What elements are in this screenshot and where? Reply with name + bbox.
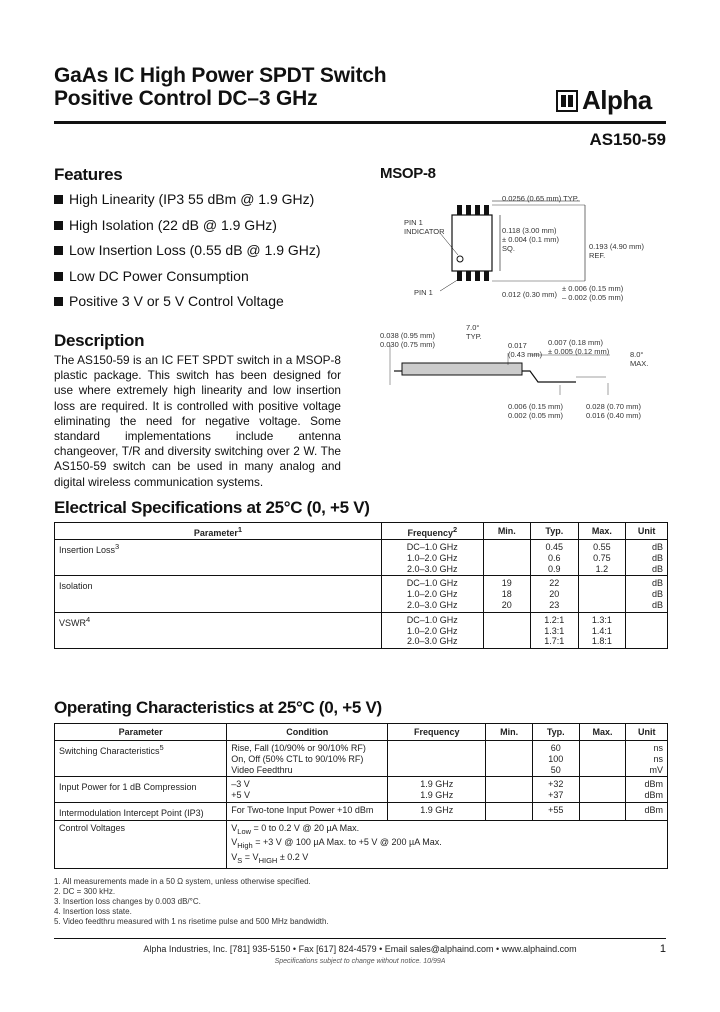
cell-max	[578, 576, 626, 612]
feature-text: Low Insertion Loss (0.55 dB @ 1.9 GHz)	[69, 242, 321, 258]
cell-typ: +55	[532, 802, 579, 820]
cell-param: VSWR$^4$	[55, 612, 382, 648]
feature-text: High Linearity (IP3 55 dBm @ 1.9 GHz)	[69, 191, 315, 207]
square-bullet-icon	[54, 272, 63, 281]
cell-typ: +32 +37	[532, 777, 579, 803]
cell-unit: dBm dBm	[626, 777, 668, 803]
footnote: 5. Video feedthru measured with 1 ns risetime pulse and 500 MHz bandwidth.	[54, 917, 329, 926]
description-text: The AS150-59 is an IC FET SPDT switch in a MSOP-8 plastic package. This switch has been designed for use where extremely high linearity and low insertion loss are required. It is controlled with positive voltage eliminating the need for negative voltage. Some standard implementations include antenna changeover, T/R and diversity switching over 2 W. The AS150-59 switch can be used in many analog and digital wireless communication systems.	[54, 353, 341, 489]
cell-typ: 0.45 0.6 0.9	[530, 540, 578, 576]
col-max: Max.	[578, 523, 626, 540]
table-row	[55, 540, 668, 576]
cell-param: Input Power for 1 dB Compression	[55, 777, 227, 803]
feature-item	[54, 213, 321, 239]
col-typ: Typ.	[530, 523, 578, 540]
cell-max	[579, 802, 626, 820]
title-line-2: Positive Control DC–3 GHz	[54, 87, 318, 110]
feature-item	[54, 238, 321, 264]
cell-max	[579, 777, 626, 803]
cell-min	[483, 540, 530, 576]
square-bullet-icon	[54, 195, 63, 204]
col-unit: Unit	[626, 523, 668, 540]
table-row	[55, 576, 668, 612]
footer-disclaimer: Specifications subject to change without notice. 10/99A	[274, 958, 446, 965]
label-standoff: 0.006 (0.15 mm) 0.002 (0.05 mm)	[508, 402, 564, 420]
label-height: 0.038 (0.95 mm) 0.030 (0.75 mm)	[380, 331, 436, 349]
cell-frequency: 1.9 GHz	[388, 802, 486, 820]
table-row-control-voltages	[55, 820, 668, 868]
cell-typ: 60 100 50	[532, 741, 579, 777]
cell-param: Insertion Loss$^3$	[55, 540, 382, 576]
table-row	[55, 612, 668, 648]
electrical-spec-table	[54, 522, 668, 649]
footnotes	[54, 877, 329, 927]
label-lead-length: 0.017 (0.43 mm)	[508, 341, 543, 359]
cell-unit: dBm	[626, 802, 668, 820]
cell-frequency	[388, 741, 486, 777]
feature-item	[54, 264, 321, 290]
col-parameter: Parameter$^1$	[55, 523, 382, 540]
feature-item	[54, 187, 321, 213]
footnote: 3. Insertion loss changes by 0.003 dB/°C.	[54, 897, 201, 906]
cell-frequency: DC–1.0 GHz 1.0–2.0 GHz 2.0–3.0 GHz	[381, 612, 483, 648]
operating-heading: Operating Characteristics at 25°C (0, +5 V)	[54, 698, 382, 717]
col-condition: Condition	[227, 724, 388, 741]
table-row	[55, 802, 668, 820]
operating-table	[54, 723, 668, 869]
cell-min: 19 18 20	[483, 576, 530, 612]
cell-frequency: DC–1.0 GHz 1.0–2.0 GHz 2.0–3.0 GHz	[381, 576, 483, 612]
cell-frequency: 1.9 GHz 1.9 GHz	[388, 777, 486, 803]
feature-text: High Isolation (22 dB @ 1.9 GHz)	[69, 216, 277, 233]
col-frequency: Frequency	[388, 724, 486, 741]
cell-param: Intermodulation Intercept Point (IP3)	[55, 802, 227, 820]
cell-unit: dB dB dB	[626, 576, 668, 612]
cell-condition: For Two-tone Input Power +10 dBm	[227, 802, 388, 820]
electrical-heading: Electrical Specifications at 25°C (0, +5 V)	[54, 498, 370, 517]
label-pin1-indicator: PIN 1 INDICATOR	[404, 218, 445, 236]
col-min: Min.	[483, 523, 530, 540]
alpha-logo-icon	[556, 90, 578, 112]
col-unit: Unit	[626, 724, 668, 741]
package-leads-bottom	[457, 271, 489, 281]
col-typ: Typ.	[532, 724, 579, 741]
feature-text: Low DC Power Consumption	[69, 267, 249, 284]
pin1-dot-icon	[457, 256, 463, 262]
cell-param: Isolation	[55, 576, 382, 612]
cell-param: Control Voltages	[55, 820, 227, 868]
cell-min	[486, 741, 533, 777]
part-number: AS150-59	[589, 130, 666, 149]
page-number: 1	[659, 943, 666, 955]
cell-min	[486, 777, 533, 803]
title-line-1: GaAs IC High Power SPDT Switch	[54, 64, 387, 87]
company-logo	[556, 85, 652, 116]
package-outline-drawing	[380, 185, 670, 425]
label-lead-width: 0.012 (0.30 mm)	[502, 290, 558, 299]
footnote: 1. All measurements made in a 50 Ω system, unless otherwise specified.	[54, 877, 311, 886]
table-header-row	[55, 523, 668, 540]
package-heading: MSOP-8	[380, 165, 436, 182]
cell-typ: 22 20 23	[530, 576, 578, 612]
square-bullet-icon	[54, 297, 63, 306]
footnote: 4. Insertion loss state.	[54, 907, 132, 916]
cell-condition: Rise, Fall (10/90% or 90/10% RF) On, Off (50% CTL to 90/10% RF) Video Feedthru	[227, 741, 388, 777]
cell-max: 1.3:1 1.4:1 1.8:1	[578, 612, 626, 648]
features-list	[54, 187, 321, 315]
footer-rule	[54, 938, 666, 939]
cell-param: Switching Characteristics$^5$	[55, 741, 227, 777]
logo-text: Alpha	[582, 85, 652, 115]
label-overall: 0.193 (4.90 mm) REF.	[589, 242, 645, 260]
footnote: 2. DC = 300 kHz.	[54, 887, 116, 896]
header-rule	[54, 121, 666, 124]
package-body-top-view	[452, 215, 492, 271]
label-angle-7: 7.0° TYP.	[466, 323, 482, 341]
package-leads-top	[457, 205, 489, 215]
cell-unit: dB dB dB	[626, 540, 668, 576]
cell-max: 0.55 0.75 1.2	[578, 540, 626, 576]
cell-typ: 1.2:1 1.3:1 1.7:1	[530, 612, 578, 648]
features-heading: Features	[54, 165, 123, 184]
label-angle-8: 8.0° MAX.	[630, 350, 649, 368]
feature-item	[54, 289, 321, 315]
cell-control-voltage: $V_{Low} = 0$ to 0.2 V @ 20 µA Max. $V_{High} = +3$ V @ 100 µA Max. to +5 V @ 200 µA Max. $V_S = V_{HIGH} \pm 0.2$ V	[227, 820, 668, 868]
cell-min	[486, 802, 533, 820]
cell-min	[483, 612, 530, 648]
feature-text: Positive 3 V or 5 V Control Voltage	[69, 293, 284, 309]
description-heading: Description	[54, 331, 145, 350]
label-pin1: PIN 1	[414, 288, 433, 297]
cell-condition: –3 V +5 V	[227, 777, 388, 803]
label-body-sq: 0.118 (3.00 mm) ± 0.004 (0.1 mm) SQ.	[502, 226, 560, 253]
cell-unit	[626, 612, 668, 648]
footer-contact: Alpha Industries, Inc. [781] 935-5150 • Fax [617] 824-4579 • Email sales@alphaind.com • www.alphaind.com	[143, 944, 577, 954]
cell-unit: ns ns mV	[626, 741, 668, 777]
table-header-row	[55, 724, 668, 741]
cell-frequency: DC–1.0 GHz 1.0–2.0 GHz 2.0–3.0 GHz	[381, 540, 483, 576]
table-row	[55, 741, 668, 777]
cell-max	[579, 741, 626, 777]
col-max: Max.	[579, 724, 626, 741]
col-min: Min.	[486, 724, 533, 741]
label-thickness: 0.007 (0.18 mm) ± 0.005 (0.12 mm)	[548, 338, 610, 356]
label-pitch: 0.0256 (0.65 mm) TYP.	[502, 194, 579, 203]
label-foot: 0.028 (0.70 mm) 0.016 (0.40 mm)	[586, 402, 642, 420]
table-row	[55, 777, 668, 803]
col-frequency: Frequency$^2$	[381, 523, 483, 540]
document-title	[54, 64, 386, 110]
col-parameter: Parameter	[55, 724, 227, 741]
label-lead-tol: ± 0.006 (0.15 mm) – 0.002 (0.05 mm)	[562, 284, 624, 302]
square-bullet-icon	[54, 246, 63, 255]
package-body-side-view	[402, 363, 522, 375]
square-bullet-icon	[54, 221, 63, 230]
